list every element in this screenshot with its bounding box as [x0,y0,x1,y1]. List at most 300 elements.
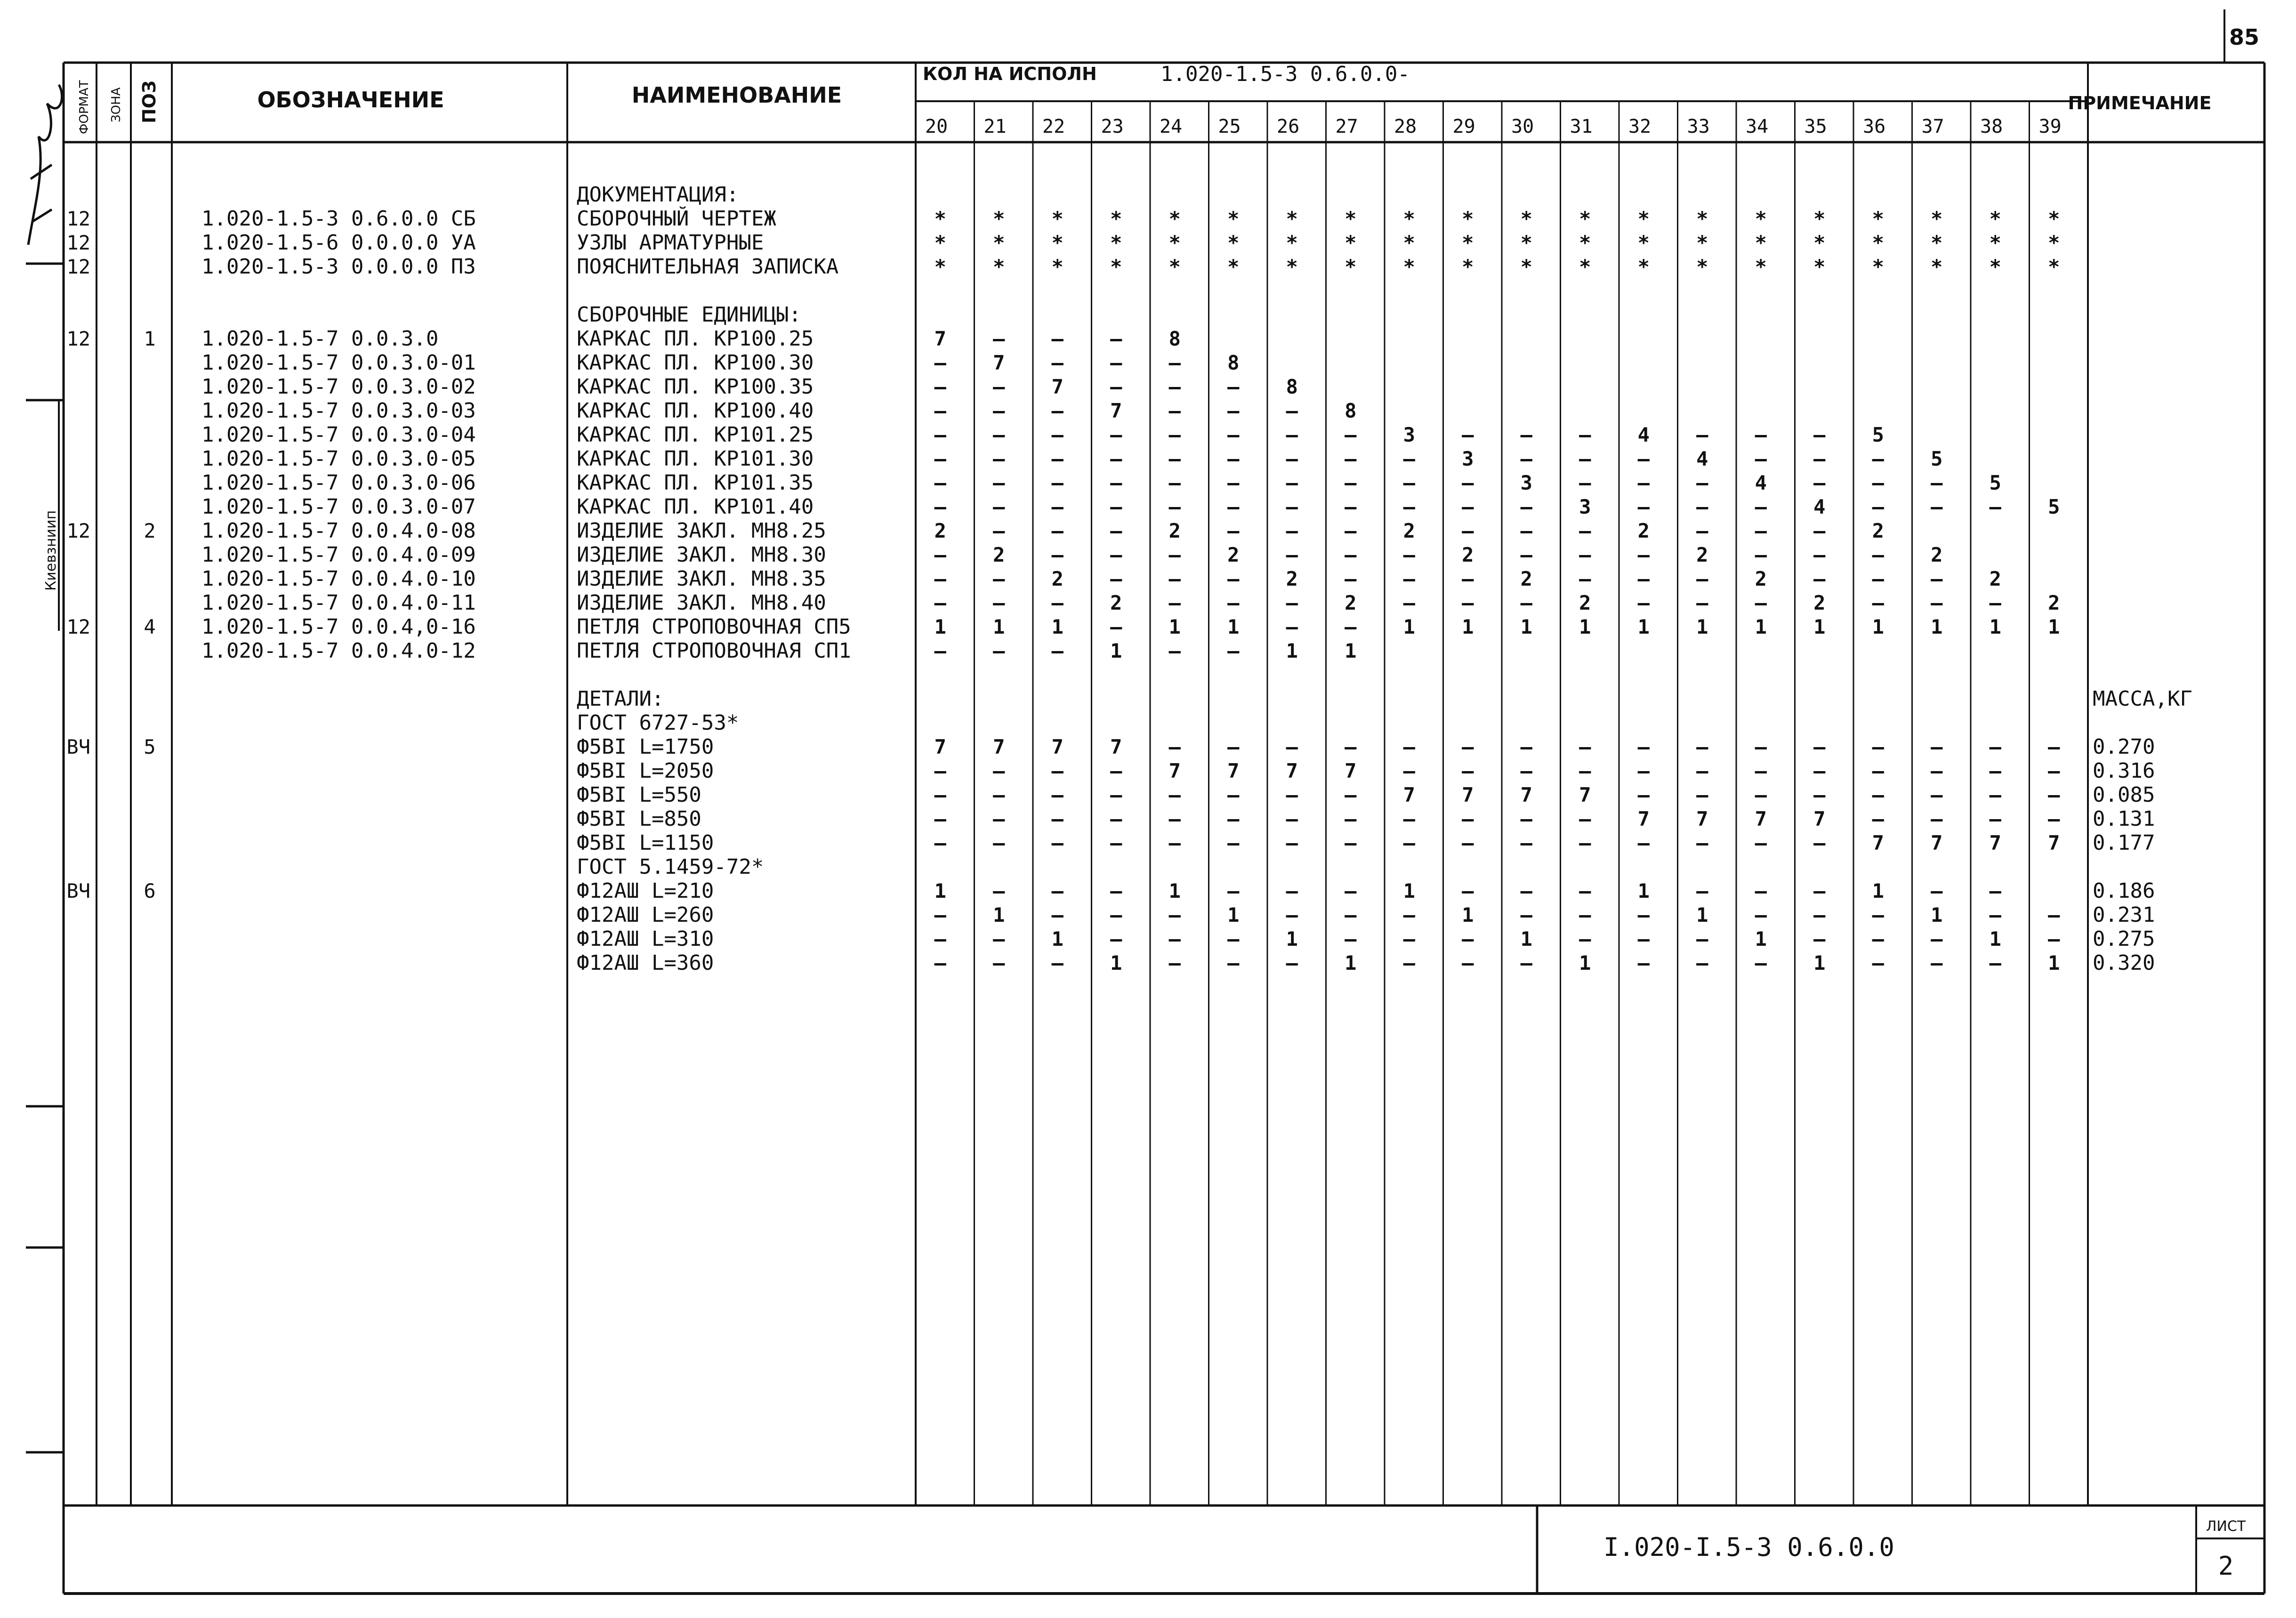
qty-cell: – [1168,375,1181,398]
qty-cell: – [993,951,1005,974]
designation-cell: 1.020-1.5-7 0.0.3.0-01 [201,351,476,375]
qty-cell: – [1637,471,1650,494]
pos-cell: 5 [144,735,156,758]
qty-cell: 7 [1989,831,2001,854]
qty-cell: – [1051,783,1063,806]
qty-cell: * [1872,207,1884,230]
qty-cell: * [1696,207,1708,230]
qty-cell: – [1403,495,1415,518]
qty-cell: 3 [1462,447,1474,470]
qty-cell: – [934,759,946,782]
qty-cell: – [1989,807,2001,830]
variant-number: 31 [1570,116,1593,137]
qty-cell: – [1696,495,1708,518]
qty-cell: – [1813,783,1826,806]
name-cell: КАРКАС ПЛ. КР101.35 [577,471,814,495]
qty-cell: – [1520,759,1532,782]
qty-cell: – [1637,951,1650,974]
variant-number: 35 [1804,116,1827,137]
qty-cell: – [2048,927,2060,950]
qty-cell: * [1520,231,1532,254]
qty-cell: – [1696,519,1708,542]
format-cell: ВЧ [66,879,90,902]
qty-cell: – [1051,951,1063,974]
qty-cell: – [1286,495,1298,518]
qty-cell: 1 [1696,615,1708,638]
qty-cell: – [1579,831,1591,854]
designation-cell: 1.020-1.5-7 0.0.4.0-09 [201,543,476,567]
qty-cell: 1 [1403,615,1415,638]
qty-cell: – [993,327,1005,350]
qty-cell: – [1345,567,1357,590]
note-cell: 0.177 [2093,831,2155,855]
qty-cell: – [1110,903,1122,926]
qty-cell: – [1227,519,1240,542]
qty-cell: – [993,759,1005,782]
qty-cell: – [1286,903,1298,926]
name-cell: ДЕТАЛИ: [577,687,664,711]
qty-cell: 1 [1755,615,1767,638]
name-cell: ПОЯСНИТЕЛЬНАЯ ЗАПИСКА [577,255,839,279]
qty-cell: * [1227,207,1240,230]
qty-cell: – [934,639,946,662]
qty-cell: – [1696,735,1708,758]
qty-cell: – [1110,519,1122,542]
qty-cell: * [1051,207,1063,230]
qty-cell: – [1168,543,1181,566]
qty-cell: * [993,207,1005,230]
name-cell: Ф12АШ L=310 [577,927,714,951]
name-cell: СБОРОЧНЫЙ ЧЕРТЕЖ [577,207,776,231]
qty-cell: * [1110,255,1122,278]
qty-cell: – [1931,783,1943,806]
qty-cell: – [1286,399,1298,422]
qty-cell: – [1110,927,1122,950]
qty-cell: 1 [1872,615,1884,638]
header-name: НАИМЕНОВАНИЕ [631,82,842,108]
qty-cell: – [1168,351,1181,374]
qty-cell: 7 [1579,783,1591,806]
qty-cell: – [1989,591,2001,614]
qty-cell: 1 [993,903,1005,926]
qty-cell: * [1696,255,1708,278]
qty-cell: – [1168,495,1181,518]
qty-cell: – [1462,927,1474,950]
qty-cell: * [1520,207,1532,230]
qty-cell: – [1989,495,2001,518]
qty-cell: – [1110,543,1122,566]
qty-cell: – [1286,471,1298,494]
qty-cell: 1 [1931,903,1943,926]
qty-cell: – [993,927,1005,950]
qty-cell: – [1520,879,1532,902]
qty-cell: * [1168,207,1181,230]
qty-cell: – [1579,759,1591,782]
qty-cell: – [1696,591,1708,614]
qty-cell: – [1872,471,1884,494]
qty-cell: 2 [1403,519,1415,542]
qty-cell: – [1168,591,1181,614]
qty-cell: – [934,375,946,398]
qty-cell: – [1168,831,1181,854]
name-cell: Ф12АШ L=210 [577,879,714,903]
qty-cell: – [1931,591,1943,614]
qty-cell: – [1227,399,1240,422]
qty-cell: 1 [1345,639,1357,662]
variant-number: 33 [1687,116,1710,137]
qty-cell: – [1813,903,1826,926]
qty-cell: – [1462,591,1474,614]
variant-number: 26 [1277,116,1300,137]
qty-cell: 5 [1931,447,1943,470]
variant-number: 32 [1628,116,1652,137]
qty-cell: – [1696,927,1708,950]
qty-cell: – [1345,735,1357,758]
qty-cell: – [1637,759,1650,782]
qty-cell: 1 [1813,615,1826,638]
qty-cell: 7 [2048,831,2060,854]
qty-cell: – [1696,423,1708,446]
qty-cell: – [1168,807,1181,830]
qty-cell: – [1696,783,1708,806]
pos-cell: 4 [144,615,156,638]
qty-cell: – [1345,543,1357,566]
qty-cell: 3 [1579,495,1591,518]
designation-cell: 1.020-1.5-7 0.0.4,0-16 [201,615,476,639]
note-cell: 0.231 [2093,903,2155,927]
qty-cell: – [1931,807,1943,830]
qty-cell: – [1051,759,1063,782]
qty-cell: – [1051,543,1063,566]
qty-cell: – [1813,447,1826,470]
qty-cell: 1 [1579,615,1591,638]
name-cell: Ф5BI L=1750 [577,735,714,759]
qty-cell: 4 [1696,447,1708,470]
qty-cell: – [1989,903,2001,926]
qty-cell: – [1755,831,1767,854]
qty-cell: – [1051,591,1063,614]
qty-cell: – [1813,567,1826,590]
qty-cell: – [934,951,946,974]
qty-cell: – [1813,519,1826,542]
qty-cell: – [1168,639,1181,662]
qty-cell: – [1637,495,1650,518]
qty-cell: 1 [1110,639,1122,662]
qty-cell: – [1520,807,1532,830]
name-cell: КАРКАС ПЛ. КР101.40 [577,495,814,519]
note-cell: 0.316 [2093,759,2155,783]
qty-cell: 1 [1110,951,1122,974]
qty-cell: – [1403,591,1415,614]
qty-cell: – [934,423,946,446]
qty-cell: – [1345,831,1357,854]
qty-cell: – [1931,567,1943,590]
qty-cell: * [1931,255,1943,278]
qty-cell: 2 [1345,591,1357,614]
qty-cell: – [1168,567,1181,590]
qty-cell: * [1813,255,1826,278]
qty-cell: * [1579,255,1591,278]
qty-cell: – [1286,807,1298,830]
qty-cell: 7 [934,735,946,758]
qty-cell: 1 [1579,951,1591,974]
qty-cell: – [934,591,946,614]
qty-cell: – [1813,735,1826,758]
qty-cell: – [1110,831,1122,854]
qty-cell: – [1110,879,1122,902]
sheet-number: 2 [2218,1551,2234,1581]
qty-cell: – [1989,951,2001,974]
qty-cell: 1 [1520,927,1532,950]
qty-cell: – [1345,471,1357,494]
qty-cell: – [1931,759,1943,782]
qty-cell: – [1227,879,1240,902]
qty-cell: – [1872,759,1884,782]
qty-cell: – [993,423,1005,446]
qty-cell: 2 [1110,591,1122,614]
qty-cell: – [1227,375,1240,398]
qty-cell: – [993,399,1005,422]
qty-cell: * [1168,255,1181,278]
qty-cell: – [993,447,1005,470]
qty-cell: – [1168,447,1181,470]
qty-cell: – [1403,471,1415,494]
header-zone: ЗОНА [109,87,123,122]
qty-cell: – [1403,759,1415,782]
qty-cell: – [1345,447,1357,470]
qty-cell: – [1755,759,1767,782]
qty-cell: – [1579,879,1591,902]
designation-cell: 1.020-1.5-3 0.6.0.0 СБ [201,207,476,231]
qty-cell: * [1931,231,1943,254]
qty-cell: – [1931,495,1943,518]
qty-cell: – [1110,351,1122,374]
qty-cell: 1 [1286,927,1298,950]
pos-cell: 6 [144,879,156,902]
qty-cell: 2 [1051,567,1063,590]
page-number: 85 [2229,24,2260,50]
qty-cell: * [1227,231,1240,254]
name-cell: Ф12АШ L=260 [577,903,714,927]
qty-cell: – [993,831,1005,854]
qty-cell: – [1520,831,1532,854]
qty-cell: – [1637,903,1650,926]
qty-cell: 7 [1286,759,1298,782]
qty-cell: – [1696,567,1708,590]
note-cell: 0.320 [2093,951,2155,975]
qty-cell: – [1051,447,1063,470]
note-cell: 0.085 [2093,783,2155,807]
side-stamp: Киевзниип [43,510,59,591]
qty-cell: – [1813,423,1826,446]
qty-cell: – [2048,903,2060,926]
qty-cell: – [1168,399,1181,422]
qty-cell: – [1579,447,1591,470]
header-designation: ОБОЗНАЧЕНИЕ [257,87,444,113]
qty-cell: 1 [1286,639,1298,662]
qty-cell: 1 [1989,615,2001,638]
qty-cell: * [1813,231,1826,254]
designation-cell: 1.020-1.5-7 0.0.3.0-06 [201,471,476,495]
name-cell: УЗЛЫ АРМАТУРНЫЕ [577,231,764,255]
qty-cell: * [1345,231,1357,254]
qty-cell: – [1462,567,1474,590]
qty-cell: – [1110,375,1122,398]
name-cell: ГОСТ 6727-53* [577,711,739,735]
qty-cell: – [1227,639,1240,662]
name-cell: ПЕТЛЯ СТРОПОВОЧНАЯ СП1 [577,639,851,663]
qty-cell: – [1227,447,1240,470]
qty-cell: – [1520,519,1532,542]
qty-cell: – [1813,543,1826,566]
qty-cell: – [1345,879,1357,902]
qty-cell: – [993,519,1005,542]
qty-cell: – [1345,807,1357,830]
qty-cell: – [1462,471,1474,494]
qty-cell: – [1345,423,1357,446]
qty-cell: – [1227,591,1240,614]
qty-cell: – [1637,447,1650,470]
qty-cell: – [2048,783,2060,806]
qty-cell: 3 [1403,423,1415,446]
note-cell: 0.270 [2093,735,2155,759]
name-cell: ИЗДЕЛИЕ ЗАКЛ. МН8.30 [577,543,826,567]
variant-number: 27 [1335,116,1358,137]
qty-cell: – [993,375,1005,398]
qty-cell: 4 [1637,423,1650,446]
qty-cell: 7 [1462,783,1474,806]
note-cell: 0.131 [2093,807,2155,831]
qty-cell: 2 [1462,543,1474,566]
qty-cell: 7 [993,351,1005,374]
qty-cell: – [1286,591,1298,614]
qty-cell: – [934,471,946,494]
name-cell: ИЗДЕЛИЕ ЗАКЛ. МН8.40 [577,591,826,615]
designation-cell: 1.020-1.5-7 0.0.3.0-07 [201,495,476,519]
left-margin [26,85,64,1452]
qty-cell: 7 [1345,759,1357,782]
qty-cell: 7 [934,327,946,350]
qty-cell: 1 [1813,951,1826,974]
qty-cell: – [1637,783,1650,806]
qty-cell: * [1637,207,1650,230]
format-cell: 12 [66,231,90,254]
qty-cell: – [1872,543,1884,566]
name-cell: ИЗДЕЛИЕ ЗАКЛ. МН8.35 [577,567,826,591]
name-cell: Ф5BI L=550 [577,783,701,807]
qty-cell: 7 [1110,399,1122,422]
qty-cell: – [1168,423,1181,446]
qty-cell: – [1579,807,1591,830]
qty-cell: – [1931,735,1943,758]
qty-cell: – [1403,807,1415,830]
qty-cell: – [1462,423,1474,446]
qty-cell: – [1345,615,1357,638]
qty-cell: – [934,783,946,806]
qty-cell: * [1227,255,1240,278]
format-cell: 12 [66,207,90,230]
qty-cell: 1 [1637,615,1650,638]
qty-cell: * [934,231,946,254]
qty-cell: * [1755,231,1767,254]
qty-cell: * [934,207,946,230]
qty-cell: – [1168,783,1181,806]
qty-cell: – [1227,783,1240,806]
pos-cell: 1 [144,327,156,350]
qty-cell: – [1403,543,1415,566]
qty-cell: – [1579,903,1591,926]
qty-cell: – [1227,495,1240,518]
qty-cell: – [1051,423,1063,446]
name-cell: КАРКАС ПЛ. КР101.30 [577,447,814,471]
qty-cell: 1 [934,879,946,902]
qty-cell: – [1110,759,1122,782]
qty-cell: – [993,807,1005,830]
qty-cell: – [1696,879,1708,902]
variant-number: 21 [983,116,1007,137]
qty-cell: 7 [1813,807,1826,830]
qty-cell: – [1579,423,1591,446]
qty-cell: – [1989,735,2001,758]
name-cell: ДОКУМЕНТАЦИЯ: [577,183,739,207]
qty-cell: 7 [1696,807,1708,830]
qty-cell: * [1403,231,1415,254]
designation-cell: 1.020-1.5-7 0.0.4.0-08 [201,519,476,543]
qty-cell: – [1286,951,1298,974]
format-cell: 12 [66,255,90,278]
qty-cell: 8 [1345,399,1357,422]
qty-cell: – [1696,759,1708,782]
qty-cell: 7 [993,735,1005,758]
qty-cell: – [1579,471,1591,494]
note-cell: 0.275 [2093,927,2155,951]
qty-cell: 1 [1931,615,1943,638]
qty-cell: – [934,495,946,518]
qty-cell: – [2048,807,2060,830]
qty-cell: 7 [1755,807,1767,830]
qty-cell: 2 [1931,543,1943,566]
qty-cell: * [2048,255,2060,278]
qty-cell: – [993,879,1005,902]
qty-cell: – [2048,735,2060,758]
header-pos: ПОЗ [139,80,160,123]
qty-cell: 7 [1227,759,1240,782]
qty-cell: – [1696,831,1708,854]
variant-number: 28 [1394,116,1417,137]
qty-cell: 2 [993,543,1005,566]
qty-cell: – [1872,591,1884,614]
qty-cell: – [993,471,1005,494]
qty-cell: – [1110,783,1122,806]
qty-cell: 8 [1168,327,1181,350]
qty-cell: – [1872,735,1884,758]
qty-cell: 2 [2048,591,2060,614]
name-cell: КАРКАС ПЛ. КР100.40 [577,399,814,423]
name-cell: Ф12АШ L=360 [577,951,714,975]
qty-cell: * [1872,231,1884,254]
qty-cell: 1 [2048,615,2060,638]
qty-cell: – [1286,543,1298,566]
qty-cell: 2 [1637,519,1650,542]
qty-cell: – [1110,471,1122,494]
qty-cell: – [1403,447,1415,470]
qty-cell: * [1872,255,1884,278]
qty-cell: – [1286,735,1298,758]
qty-cell: 5 [1872,423,1884,446]
qty-cell: * [1051,255,1063,278]
qty-cell: – [1227,807,1240,830]
qty-cell: – [1872,447,1884,470]
